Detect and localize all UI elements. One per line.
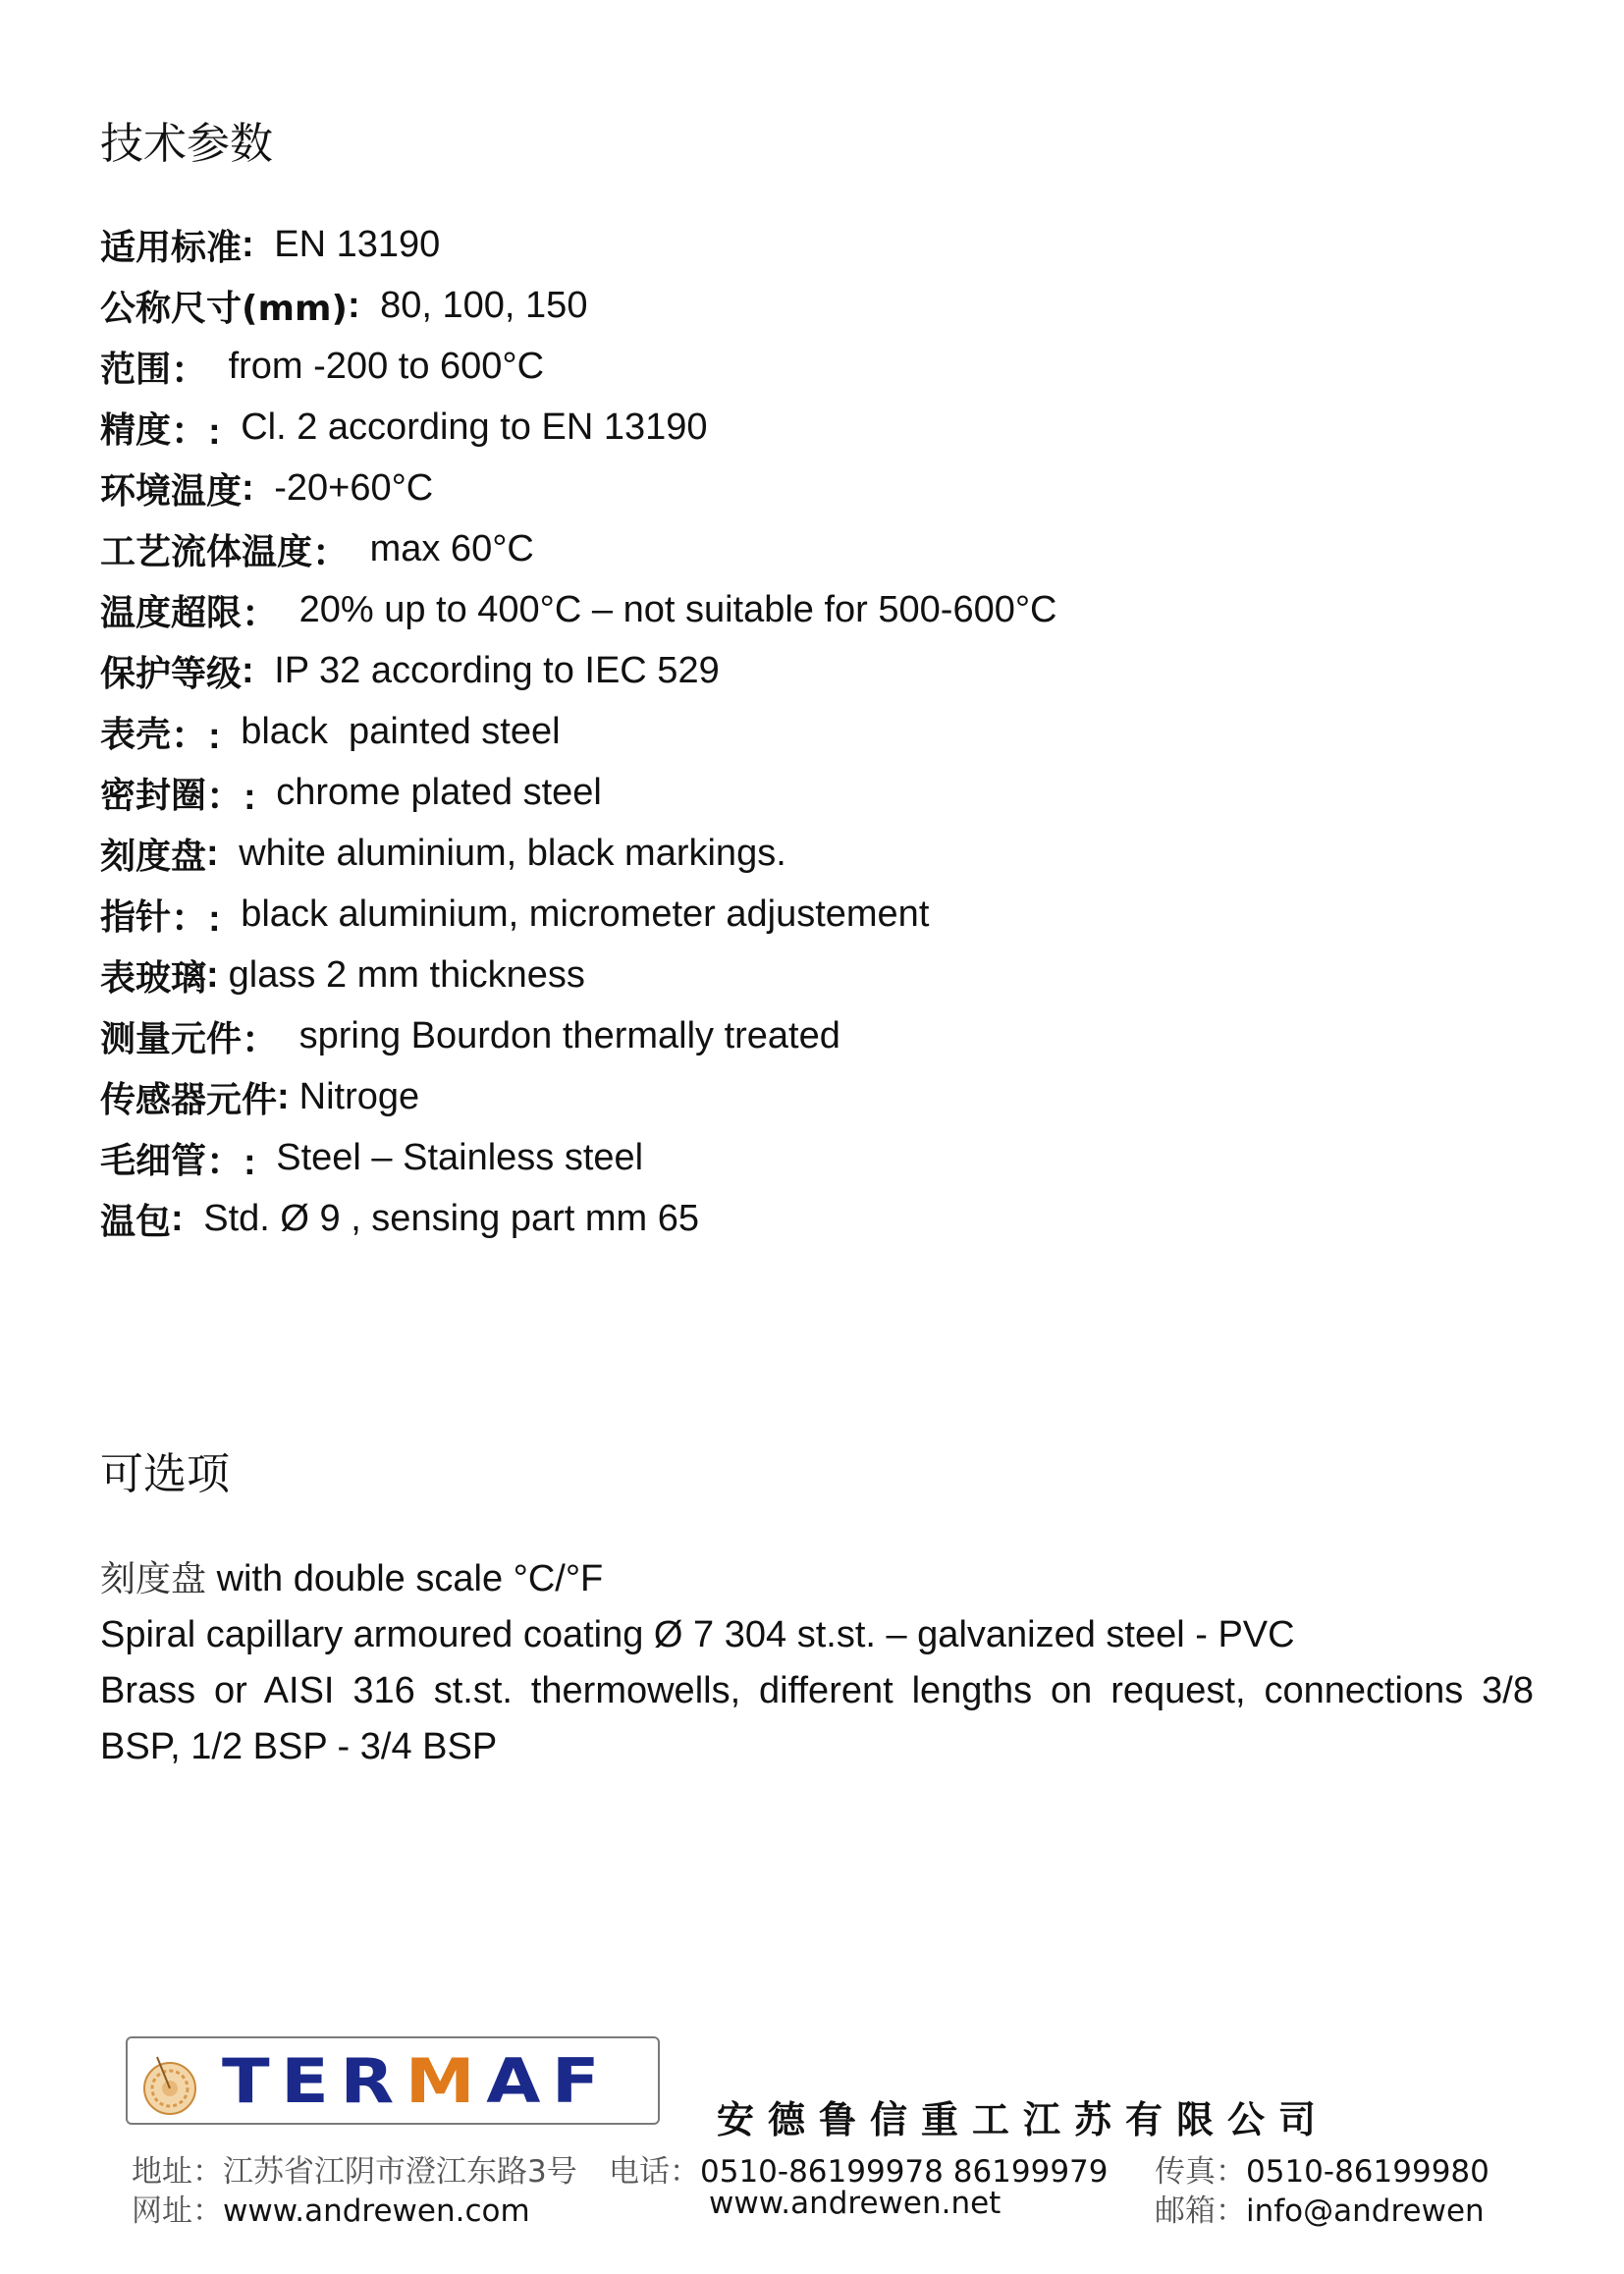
- spec-label: 表玻璃: [100, 957, 207, 999]
- email-line: 邮箱：info@andrewen: [1155, 2193, 1485, 2229]
- option-thermowells: Brass or AISI 316 st.st. thermowells, different lengths on request, connections 3/8 BSP, 1/2 BSP - 3/4 BSP: [100, 1670, 1534, 1767]
- spec-value: 20% up to 400°C – not suitable for 500-600°C: [289, 588, 1057, 630]
- spec-value: IP 32 according to IEC 529: [263, 649, 720, 691]
- spec-row: [100, 945, 1524, 1005]
- spec-row: [100, 701, 1524, 762]
- logo-wordmark: TERMAF: [222, 2044, 612, 2117]
- spec-separator: :: [242, 466, 254, 509]
- spec-value: Cl. 2 according to EN 13190: [230, 406, 708, 448]
- option-dial-label: 刻度盘: [100, 1559, 207, 1599]
- website2-line: www.andrewen.net: [709, 2186, 1001, 2221]
- option-capillary: Spiral capillary armoured coating Ø 7 304 st.st. – galvanized steel - PVC: [100, 1614, 1295, 1655]
- spec-label: 保护等级: [100, 653, 243, 694]
- options-list: [100, 1551, 1534, 1775]
- spec-row: [100, 1127, 1524, 1188]
- options-heading: 可选项: [100, 1449, 230, 1499]
- spec-separator: :: [206, 953, 219, 996]
- spec-row: [100, 397, 1524, 458]
- spec-label: 温包: [100, 1201, 172, 1242]
- specs-heading: 技术参数: [100, 119, 273, 169]
- spec-label: 范围: [100, 349, 172, 390]
- spec-value: Std. Ø 9 , sensing part mm 65: [192, 1197, 700, 1239]
- website-line: 网址：www.andrewen.com: [132, 2193, 530, 2229]
- spec-separator: ：:: [206, 776, 256, 818]
- spec-separator: :: [171, 1197, 184, 1239]
- spec-row: [100, 458, 1524, 518]
- spec-label: 传感器元件: [100, 1079, 278, 1120]
- spec-value: -20+60°C: [263, 466, 434, 509]
- spec-label: 温度超限: [100, 592, 243, 633]
- spec-row: [100, 823, 1524, 884]
- spec-row: [100, 884, 1524, 945]
- spec-value-bold: Nitroge: [298, 1075, 420, 1117]
- spec-value: EN 13190: [263, 223, 441, 265]
- spec-separator: :: [206, 832, 219, 874]
- option-double-scale: [100, 1551, 1534, 1607]
- option-double-scale-text: with double scale °C/°F: [206, 1558, 604, 1599]
- spec-row: [100, 214, 1524, 275]
- spec-separator: :: [242, 223, 254, 265]
- spec-label: 表壳: [100, 714, 172, 755]
- spec-label: 环境温度: [100, 470, 243, 512]
- spec-value: 80, 100, 150: [369, 284, 588, 326]
- spec-label: 公称尺寸(mm): [100, 288, 348, 329]
- spec-value: Steel – Stainless steel: [265, 1136, 644, 1178]
- address-line: 地址：江苏省江阴市澄江东路3号: [132, 2154, 577, 2190]
- spec-label: 适用标准: [100, 227, 243, 268]
- spec-row: [100, 762, 1524, 823]
- spec-value: black aluminium, micrometer adjustement: [230, 893, 930, 935]
- spec-row: [100, 640, 1524, 701]
- spec-value: 2 mm thickness: [315, 953, 585, 996]
- spec-value: black painted steel: [230, 710, 561, 752]
- spec-separator: ：:: [171, 410, 221, 453]
- spec-separator: :: [242, 649, 254, 691]
- spec-label: 工艺流体温度: [100, 531, 313, 572]
- spec-value-bold: glass: [228, 953, 316, 996]
- spec-separator: :: [277, 1075, 290, 1117]
- spec-value: chrome plated steel: [265, 771, 602, 813]
- spec-separator: ：:: [206, 1141, 256, 1183]
- spec-separator: ：:: [171, 715, 221, 757]
- spec-label: 指针: [100, 896, 172, 938]
- spec-separator: ：: [312, 532, 351, 574]
- company-name: 安德鲁信重工江苏有限公司: [717, 2098, 1330, 2141]
- spec-label: 刻度盘: [100, 836, 207, 877]
- spec-value: max 60°C: [359, 527, 534, 569]
- spec-separator: ：: [171, 350, 209, 392]
- specs-list: [100, 214, 1524, 1249]
- phone-line: 电话：0510-86199978 86199979: [609, 2154, 1109, 2190]
- fax-line: 传真：0510-86199980: [1155, 2154, 1489, 2190]
- spec-row: [100, 579, 1524, 640]
- spec-label: 测量元件: [100, 1018, 243, 1059]
- termaf-logo: [126, 2036, 660, 2125]
- spec-separator: ：: [242, 1019, 280, 1061]
- spec-row: [100, 275, 1524, 336]
- spec-row: [100, 518, 1524, 579]
- spec-label: 密封圈: [100, 775, 207, 816]
- spec-separator: :: [347, 284, 360, 326]
- spec-value: white aluminium, black markings.: [228, 832, 786, 874]
- spec-row: [100, 1005, 1524, 1066]
- spec-row: [100, 336, 1524, 397]
- spec-separator: ：: [242, 593, 280, 635]
- spec-separator: ：:: [171, 897, 221, 940]
- spec-row: [100, 1188, 1524, 1249]
- logo-dial-icon: [135, 2049, 204, 2118]
- spec-value: from -200 to 600°C: [218, 345, 545, 387]
- spec-label: 精度: [100, 409, 172, 451]
- spec-row: [100, 1066, 1524, 1127]
- spec-label: 毛细管: [100, 1140, 207, 1181]
- spec-value: spring Bourdon thermally treated: [289, 1014, 840, 1056]
